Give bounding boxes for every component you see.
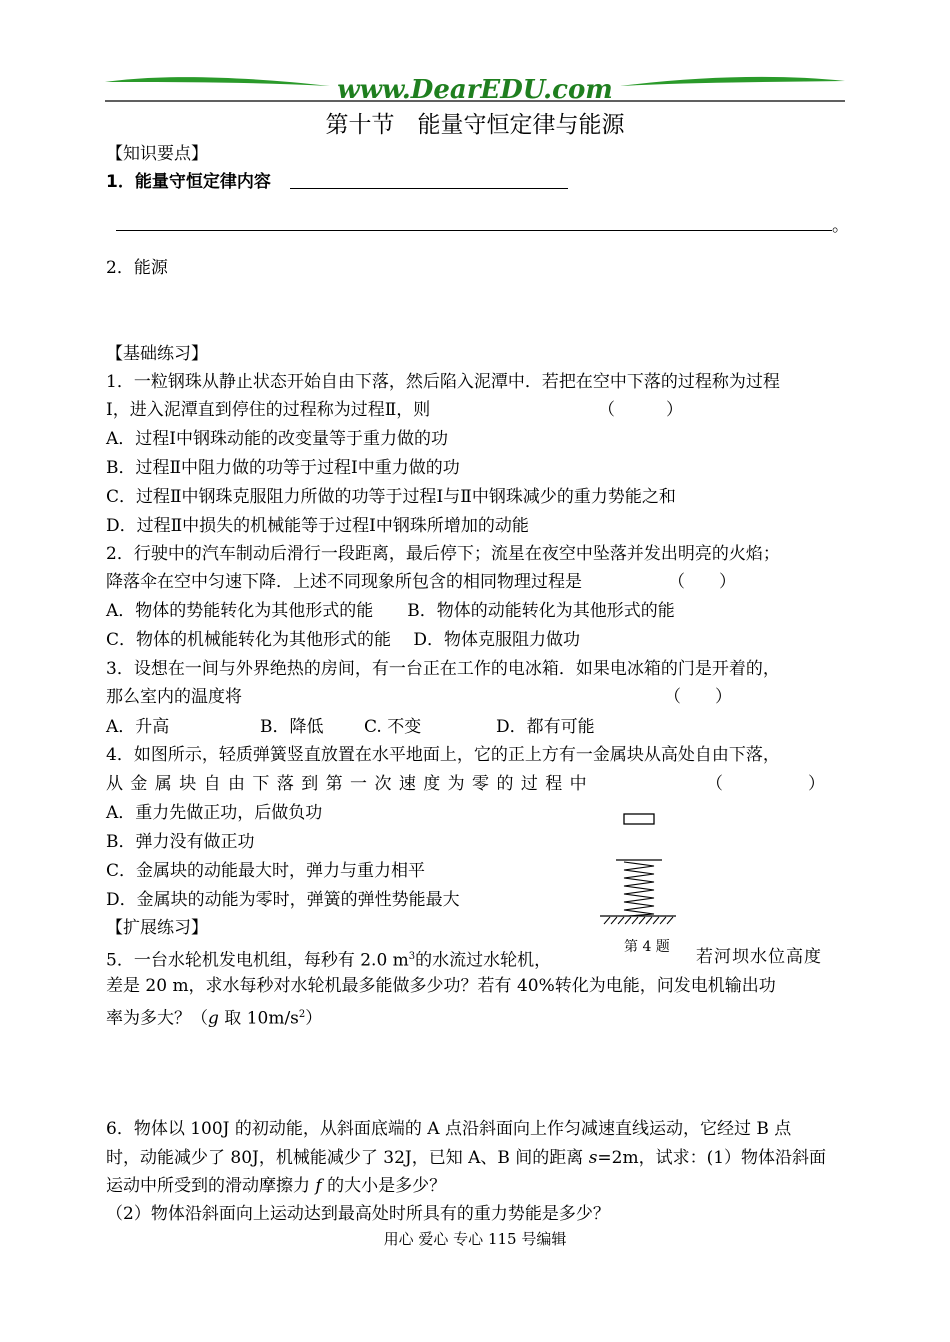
q3-option-b: B．降低 bbox=[260, 717, 324, 737]
spring-figure bbox=[598, 808, 680, 932]
basic-heading: 【基础练习】 bbox=[106, 344, 208, 364]
extend-heading: 【扩展练习】 bbox=[106, 918, 208, 938]
q5-line-1 bbox=[106, 946, 551, 972]
q6-line-2-b: =2m，试求：(1）物体沿斜面 bbox=[597, 1148, 827, 1168]
logo-text: www.DearEDU.com bbox=[337, 75, 613, 105]
q4-line-1: 4．如图所示，轻质弹簧竖直放置在水平地面上，它的正上方有一金属块从高处自由下落， bbox=[106, 745, 780, 765]
q5-line-3-b: 取 10m/s bbox=[218, 1008, 299, 1029]
q2-options-ab: A．物体的势能转化为其他形式的能 B．物体的动能转化为其他形式的能 bbox=[106, 601, 675, 621]
q3-option-d: D．都有可能 bbox=[496, 717, 595, 737]
ground-hatch bbox=[604, 917, 673, 924]
knowledge-item-2: 2．能源 bbox=[106, 258, 168, 278]
q1-line-1: 1．一粒钢珠从静止状态开始自由下落，然后陷入泥潭中．若把在空中下落的过程称为过程 bbox=[106, 372, 780, 392]
q6-line-3-a: 运动中所受到的滑动摩擦力 bbox=[106, 1176, 316, 1196]
q6-line-3 bbox=[106, 1175, 446, 1197]
q5-sup-3: 3 bbox=[408, 951, 416, 962]
q2-options-cd: C．物体的机械能转化为其他形式的能 D．物体克服阻力做功 bbox=[106, 630, 581, 650]
dearedu-logo bbox=[100, 72, 850, 106]
q4-line-2: 从 金 属 块 自 由 下 落 到 第 一 次 速 度 为 零 的 过 程 中 bbox=[106, 774, 588, 794]
q3-option-a: A．升高 bbox=[106, 717, 170, 737]
figure-caption: 第 4 题 bbox=[624, 939, 670, 955]
knowledge-heading: 【知识要点】 bbox=[106, 144, 208, 164]
q1-option-d: D．过程Ⅱ中损失的机械能等于过程Ⅰ中钢珠所增加的动能 bbox=[106, 516, 529, 536]
q6-f-symbol: f bbox=[315, 1176, 322, 1196]
q5-line-1-b: 的水流过水轮机， bbox=[415, 950, 552, 971]
q3-line-1: 3．设想在一间与外界绝热的房间，有一台正在工作的电冰箱．如果电冰箱的门是开着的， bbox=[106, 659, 780, 679]
q2-answer-bracket: （ ） bbox=[668, 572, 736, 592]
q5-sup-2: 2 bbox=[298, 1009, 306, 1020]
q2-line-1: 2．行驶中的汽车制动后滑行一段距离，最后停下；流星在夜空中坠落并发出明亮的火焰； bbox=[106, 544, 780, 564]
q4-option-c: C．金属块的动能最大时，弹力与重力相平 bbox=[106, 861, 426, 881]
q4-option-d: D．金属块的动能为零时，弹簧的弹性势能最大 bbox=[106, 890, 460, 910]
q1-line-2: Ⅰ，进入泥潭直到停住的过程称为过程Ⅱ，则 bbox=[106, 400, 431, 420]
q5-line-3-c: ） bbox=[305, 1008, 323, 1029]
q5-g-symbol: g bbox=[208, 1008, 219, 1029]
answer-line-2 bbox=[116, 214, 832, 231]
page-title: 第十节 能量守恒定律与能源 bbox=[325, 112, 625, 138]
answer-period: 。 bbox=[832, 216, 849, 236]
q3-answer-bracket: （ ） bbox=[664, 687, 732, 707]
q2-line-2: 降落伞在空中匀速下降．上述不同现象所包含的相同物理过程是 bbox=[106, 572, 582, 592]
q5-line-2: 差是 20 m，求水每秒对水轮机最多能做多少功？若有 40%转化为电能，问发电机输出功 bbox=[106, 976, 776, 996]
q6-s-symbol: s bbox=[588, 1148, 598, 1168]
q5-line-1-a: 5．一台水轮机发电机组，每秒有 2.0 m bbox=[106, 950, 409, 971]
q6-line-1: 6．物体以 100J 的初动能，从斜面底端的 A 点沿斜面向上作匀减速直线运动，它经过 B 点 bbox=[106, 1119, 792, 1139]
q6-line-2-a: 时，动能减少了 80J，机械能减少了 32J，已知 A、B 间的距离 bbox=[106, 1148, 589, 1168]
q1-option-b: B．过程Ⅱ中阻力做的功等于过程Ⅰ中重力做的功 bbox=[106, 458, 460, 478]
spring-coil bbox=[624, 862, 654, 916]
q5-line-3 bbox=[106, 1004, 322, 1030]
q3-option-c: C. 不变 bbox=[364, 717, 422, 737]
q3-line-2: 那么室内的温度将 bbox=[106, 687, 242, 707]
q6-line-4: （2）物体沿斜面向上运动达到最高处时所具有的重力势能是多少？ bbox=[106, 1204, 610, 1224]
q4-option-b: B．弹力没有做正功 bbox=[106, 832, 255, 852]
answer-line-1 bbox=[290, 172, 568, 189]
knowledge-item-1: 1．能量守恒定律内容 bbox=[106, 172, 271, 192]
q1-option-a: A．过程Ⅰ中钢珠动能的改变量等于重力做的功 bbox=[106, 429, 448, 449]
q4-option-a: A．重力先做正功，后做负功 bbox=[106, 803, 323, 823]
q4-answer-bracket: （ ） bbox=[706, 774, 825, 794]
q1-answer-bracket: （ ） bbox=[598, 400, 683, 420]
metal-block bbox=[624, 814, 654, 824]
q5-line-1-c: 若河坝水位高度 bbox=[696, 947, 822, 967]
page-footer: 用心 爱心 专心 115 号编辑 bbox=[383, 1230, 567, 1248]
q6-line-2 bbox=[106, 1147, 826, 1169]
q1-option-c: C．过程Ⅱ中钢珠克服阻力所做的功等于过程Ⅰ与Ⅱ中钢珠减少的重力势能之和 bbox=[106, 487, 676, 507]
q6-line-3-b: 的大小是多少？ bbox=[321, 1176, 447, 1196]
q5-line-3-a: 率为多大？（ bbox=[106, 1008, 208, 1029]
